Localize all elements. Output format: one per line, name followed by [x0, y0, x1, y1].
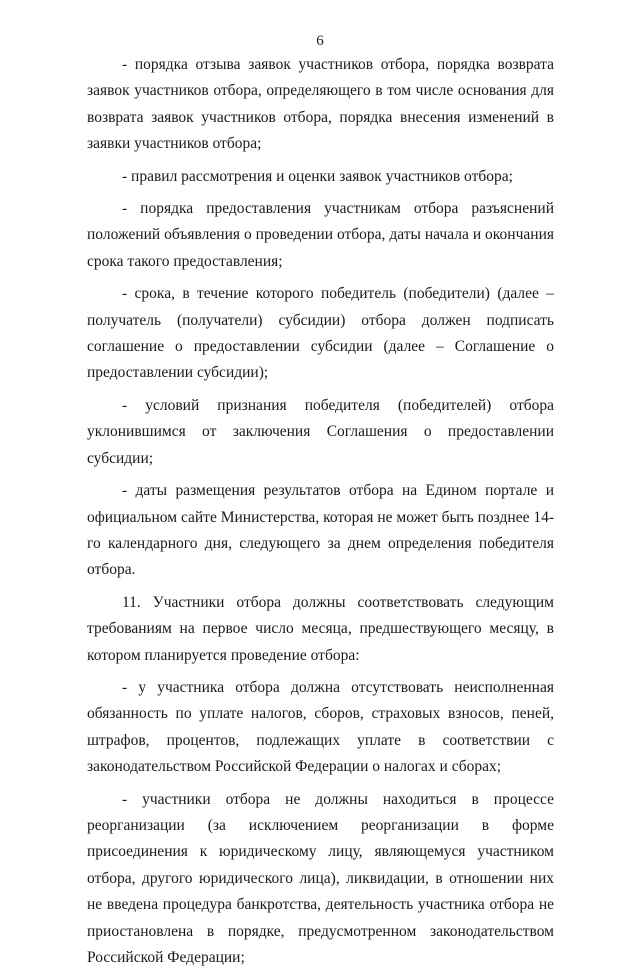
page-number: 6	[316, 33, 324, 49]
paragraph-tax-obligations: - у участника отбора должна отсутствовать неисполненная обязанность по уплате налогов, сборов, страховых взносов, пеней, штрафов, процентов, подлежащих уплате в соответствии с законодательством Российской Федерации о налогах и сборах;	[87, 678, 554, 776]
paragraph-clarifications-procedure: - порядка предоставления участникам отбора разъяснений положений объявления о проведении отбора, даты начала и окончания срока такого предоставления;	[87, 200, 554, 270]
paragraph-evasion-conditions: - условий признания победителя (победителей) отбора уклонившимся от заключения Соглашения о предоставлении субсидии;	[87, 396, 554, 467]
paragraph-reorganization-status: - участники отбора не должны находиться в процессе реорганизации (за исключением реорганизации в форме присоединения к юридическому лицу, являющемуся участником отбора, другого юридического лица), ликвидации, в отношении них не введена процедура банкротства, деятельность участника отбора не приостановлена в порядке, предусмотренном законодательством Российской Федерации;	[87, 790, 554, 966]
paragraph-agreement-deadline: - срока, в течение которого победитель (победители) (далее – получатель (получатели) субсидии) отбора должен подписать соглашение о предоставлении субсидии (далее – Соглашение о предоставлении субсидии);	[87, 285, 554, 382]
paragraph-results-publication: - даты размещения результатов отбора на Едином портале и официальном сайте Министерства, которая не может быть позднее 14-го календарного дня, следующего за днем определения победителя отбора.	[87, 482, 554, 579]
paragraph-withdrawal-procedure: - порядка отзыва заявок участников отбора, порядка возврата заявок участников отбора, определяющего в том числе основания для возврата заявок участников отбора, порядка внесения изменений в заявки участников отбора;	[87, 56, 554, 153]
paragraph-review-rules: - правил рассмотрения и оценки заявок участников отбора;	[122, 167, 513, 185]
paragraph-section-11-requirements: 11. Участники отбора должны соответствовать следующим требованиям на первое число месяца, предшествующего месяцу, в котором планируется проведение отбора:	[87, 593, 554, 664]
document-body	[87, 52, 554, 977]
